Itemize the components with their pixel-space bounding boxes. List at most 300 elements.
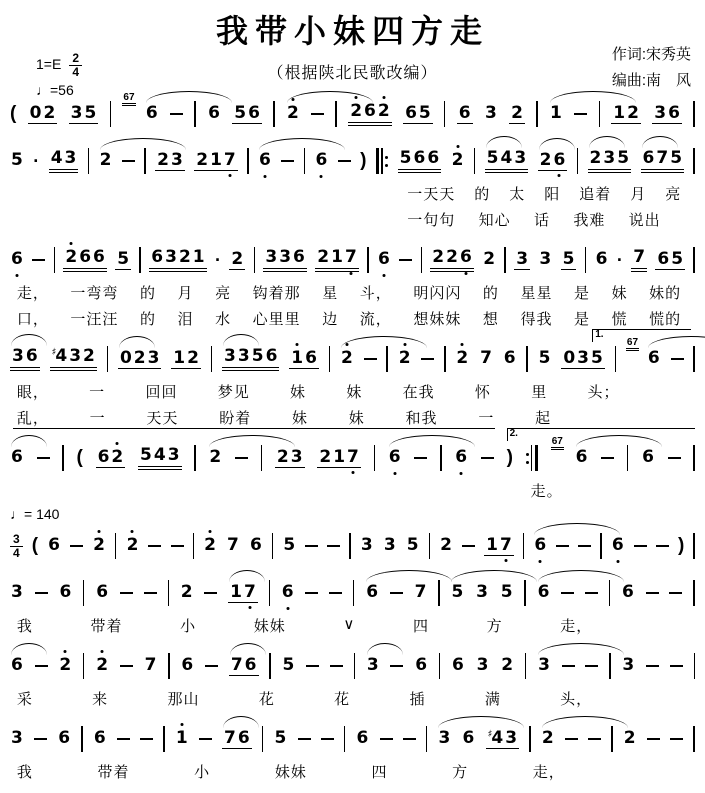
beam-group [63,248,107,272]
duration-dash [578,545,591,547]
dot [385,156,388,159]
note-group [50,347,97,371]
lyric-word: 妹 [348,410,365,427]
note: 5 [251,346,264,367]
note-token [92,536,106,556]
grace-notes: 67 [122,93,135,106]
lyrics-row [17,308,681,329]
barline [273,101,274,127]
barline [615,346,616,372]
barline [693,726,694,752]
note: 6 [58,728,71,749]
lyric-word: 花 [258,691,275,708]
duration-dash [481,457,494,459]
lyric-word: 走， [16,285,49,302]
note: 6 [458,102,471,123]
lyric-word: 太 [509,186,526,203]
duration-dash [414,457,427,459]
note: 2 [377,101,390,122]
key-signature-block [36,52,82,100]
notes-row [10,428,695,475]
song-subtitle: （根据陕北民歌改编） [267,65,438,82]
barline [194,445,195,471]
barline [194,101,195,127]
duration-dash [585,592,598,594]
note: 2 [432,247,445,268]
note: 5 [117,248,130,269]
beam-group [263,248,307,272]
lyric-word: 阳 [544,186,561,203]
note: 7 [144,655,157,676]
lyric-word: 花 [334,691,351,708]
grace-notes: 67 [551,437,564,450]
barline [693,580,694,606]
open-paren: ( [10,103,17,124]
barline [335,101,336,127]
note: 0 [119,347,132,368]
note-token [93,729,107,749]
note-token [500,656,514,676]
lyric-word: 妹 [346,384,363,401]
note: 2 [398,348,411,369]
barline [523,533,524,559]
note: 2 [157,149,169,170]
note-token [541,729,555,749]
note-token [537,583,551,603]
note: 2 [196,149,209,170]
note-token [286,104,300,124]
note: 3 [360,535,373,556]
lyric-word: 乱， [16,410,49,427]
note: 4 [153,445,166,466]
note: 3 [505,727,518,748]
note: 6 [181,655,194,676]
note-token [58,656,72,676]
note: 2 [539,149,552,170]
thin-barline [531,445,532,471]
barline [627,445,628,471]
beam-group [588,149,632,173]
barline [585,247,586,273]
note-token [595,250,609,270]
note: 6 [25,346,38,367]
lyric-word: 一天天 [407,186,456,203]
lyric-word: 明闪闪 [413,285,462,302]
lyric-word: 走， [560,618,593,635]
lyric-word: 四 [371,764,388,781]
system [10,92,695,131]
note-token [273,729,287,749]
note: 7 [480,348,492,369]
score [10,92,695,782]
lyric-word: 那山 [167,691,200,708]
grace-notes: 67 [626,338,639,351]
barline [344,726,345,752]
note: 6 [503,348,516,369]
barline [440,445,441,471]
time-signature-top: 2 [69,52,82,66]
note: 3 [538,655,550,676]
barline [386,346,387,372]
note: ♯4 [51,346,68,367]
note: 3 [165,247,177,268]
beam-group [96,448,126,469]
close-paren: ) [506,447,513,468]
note: 1 [192,247,205,268]
note-token [475,583,489,603]
duration-dash [148,545,161,547]
note: 3 [147,347,160,368]
note: 1 [173,347,186,368]
lyric-word: 想妹妹 [413,311,462,328]
note: 3 [577,347,589,368]
note: 7 [347,446,359,467]
system [10,144,695,230]
lyric-word: 和我 [405,410,438,427]
note: 6 [537,582,550,603]
note: 2 [178,247,191,268]
note-group [430,248,474,272]
lyric-word: 方 [486,618,503,635]
note: 3 [11,728,23,749]
lyric-word: 我 [16,764,33,781]
note: 2 [451,150,464,171]
note-token [175,729,189,749]
lyric-word: 我 [16,618,33,635]
note: 1 [613,102,626,123]
note: 5 [140,445,152,466]
note-token [340,349,354,369]
note: 6 [258,150,271,171]
system [10,329,695,428]
barline [107,346,108,372]
lyric-word: 星 [322,285,339,302]
lyric-word: 妹 [291,410,308,427]
lyric-word: 怀 [474,384,491,401]
lyric-word: 边 [322,311,339,328]
lyric-word: 一弯弯 [70,285,119,302]
augmentation-dot: · [33,150,40,171]
note-token [99,151,113,171]
note-token [482,250,496,270]
note-token [398,349,412,369]
note: 7 [227,535,239,556]
note: 3 [64,148,77,169]
note-group [641,149,685,173]
beam-group [561,349,605,370]
note: 5 [11,150,23,171]
beam-group [229,250,245,271]
barline [694,653,695,679]
credit-composer: 编曲:南 风 [611,71,691,89]
lyric-word: 里 [531,384,548,401]
note-token [621,656,635,676]
note: 3 [167,445,180,466]
note: 3 [237,346,250,367]
note: 6 [452,655,464,676]
note: 2 [65,247,78,268]
lyrics-row [17,282,681,303]
duration-dash [281,160,294,162]
beam-group [486,729,520,750]
note: 2 [180,582,193,603]
beam-group [69,104,99,125]
note-group [652,104,682,125]
duration-dash [140,738,153,740]
lyric-word: 是 [574,285,591,302]
lyrics-row [17,381,620,402]
duration-dash [574,113,587,115]
note: 5 [500,582,513,603]
beam-group [171,349,201,370]
note: 5 [617,148,630,169]
duration-dash [306,665,319,667]
note-group [229,656,259,677]
note-token [58,583,72,603]
note: 1 [210,149,222,170]
note: 2 [93,535,106,556]
thin-barline [381,148,382,174]
note-group [118,349,162,370]
note: 2 [627,102,639,123]
note: 6 [427,148,440,169]
inline-time-signature [10,533,23,559]
beam-group [403,104,433,125]
note: 7 [230,654,243,675]
note-group [631,248,647,272]
open-paren: ( [31,535,39,556]
note: 6 [151,247,164,268]
beam-group [652,104,682,125]
ending-bracket: 1. [592,329,691,342]
note: 6 [11,655,23,676]
lyric-word: 妹的 [649,285,682,302]
note: 6 [59,582,72,603]
note-group [10,347,40,371]
beam-group [289,349,319,370]
note: 6 [622,582,634,603]
lyric-word: 慌的 [649,311,682,328]
time-bottom: 4 [13,545,20,560]
beam-group [115,250,131,271]
beam-group [509,104,525,125]
note: 7 [499,534,512,555]
lyric-word: 四 [412,618,429,635]
beam-group [538,151,568,172]
barline [367,247,368,273]
note: 6 [145,103,158,124]
lyric-word: 一 [89,410,106,427]
note: 7 [414,582,427,603]
note: 6 [415,655,428,676]
note-group [149,248,206,272]
note: 6 [281,582,294,603]
note: 5 [538,348,551,369]
duration-dash [646,592,659,594]
barline [536,101,537,127]
barline [88,148,89,174]
note: 2 [133,347,146,368]
duration-dash [601,457,614,459]
note: 2 [187,347,199,368]
lyric-word: 慌 [611,311,628,328]
beam-group [348,102,392,126]
note-group [561,250,577,271]
lyric-word: 天天 [146,410,179,427]
duration-dash [170,113,183,115]
lyric-word: 小 [180,618,197,635]
note-group [49,149,79,173]
note: 6 [96,582,109,603]
duration-dash [321,738,334,740]
notes-row [10,649,695,683]
barline [693,101,694,127]
note: 3 [279,247,292,268]
barline [269,580,270,606]
barline [609,580,610,606]
note: 6 [305,347,317,368]
lyric-word: 妹妹 [274,764,307,781]
note: 2 [204,535,216,556]
note: 5 [486,148,499,169]
beam-group [155,151,185,172]
note: 5 [406,535,419,556]
note-group [222,729,252,750]
barline [168,580,169,606]
note: 6 [575,447,588,468]
note-token [365,583,379,603]
note: 2 [501,655,514,676]
note: 6 [248,102,260,123]
note: 6 [405,102,417,123]
lyric-word: 妹 [611,285,628,302]
note-token [203,536,217,556]
note: 3 [476,655,489,676]
note: 1 [175,728,188,749]
duration-dash [421,358,434,360]
barline [693,148,694,174]
lyrics-row [17,688,592,709]
note-token [383,536,397,556]
note-token [57,729,71,749]
lyric-word: 采 [16,691,33,708]
beam-group [484,536,514,557]
lyrics-row [407,209,660,230]
note: 3 [603,148,616,169]
lyrics-row [17,407,551,428]
lyric-word: 钩着那 [252,285,301,302]
beam-group [631,248,647,272]
lyric-word: ∨ [343,616,356,633]
barline [211,346,212,372]
note-token [549,104,563,124]
key-signature: 1=E [36,56,62,73]
lyric-word: 起 [535,410,552,427]
note-group [315,248,359,272]
note: 6 [11,447,23,468]
sharp-icon: ♯ [51,347,57,359]
notes-row [10,243,695,277]
song-title: 我带小妹四方走 [215,12,489,50]
note-token [484,104,498,124]
lyric-word: 带着 [90,618,123,635]
note: 3 [438,728,451,749]
lyric-word: 的 [474,186,491,203]
note-group [289,349,319,370]
duration-dash [37,457,50,459]
system [10,428,695,501]
beam-group [457,104,473,125]
note: 6 [459,247,472,268]
barline [115,533,116,559]
barline [526,346,527,372]
note-group [194,151,238,172]
note: 2 [350,101,363,122]
note: 6 [93,728,106,749]
note: 5 [562,248,575,269]
repeat-dots [526,445,529,471]
barline [163,726,164,752]
note: 1 [291,347,304,368]
duration-dash [380,738,393,740]
note: 1 [331,247,343,268]
system [10,243,695,329]
note-token [461,729,475,749]
lyric-word: 是 [574,311,591,328]
barline [254,247,255,273]
note-token [500,583,514,603]
note-group [398,149,442,173]
note: 3 [70,102,83,123]
note-group [263,248,307,272]
note: 5 [282,655,295,676]
notes-row [10,576,695,610]
note: 2 [456,348,469,369]
note-group [538,151,568,172]
lyric-word: 追着 [579,186,612,203]
barline [374,445,375,471]
note: 7 [344,247,357,268]
barline [81,726,82,752]
close-paren: ) [677,535,685,556]
beam-group [28,104,58,125]
note: 3 [476,582,488,603]
open-paren: ( [76,447,83,468]
note-group [611,104,641,125]
note-token [647,349,661,369]
thick-barline [535,445,538,471]
note: 7 [224,727,236,748]
barline [62,445,63,471]
note: 5 [451,582,464,603]
beam-group [49,149,79,173]
lyric-word: 得我 [520,311,553,328]
note: 2 [511,102,523,123]
duration-dash [120,665,133,667]
lyric-word: 星星 [520,285,553,302]
note: 6 [315,150,328,171]
lyric-word: 一句句 [407,212,456,229]
barline [247,148,248,174]
barline [349,533,350,559]
beam-group [10,347,40,371]
duration-dash [298,738,311,740]
note: 4 [50,148,63,169]
note-group [485,149,529,173]
lyric-word: 盼着 [219,410,252,427]
barline [110,101,111,127]
duration-dash [364,358,377,360]
